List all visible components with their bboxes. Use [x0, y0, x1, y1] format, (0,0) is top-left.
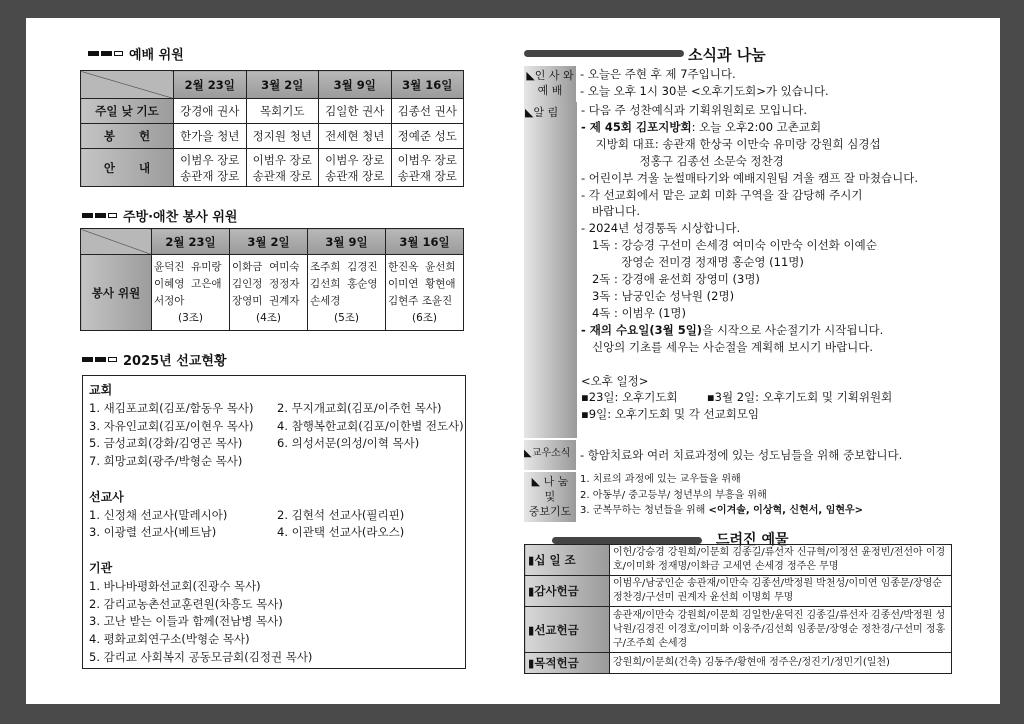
list-item: 7. 희망교회(광주/박형순 목사): [89, 454, 243, 469]
announce-item: - 어린이부 겨울 눈썰매타기와 예배지원팀 겨울 캠프 잘 마쳤습니다.: [581, 170, 918, 185]
list-item: 4. 평화교회연구소(박형순 목사): [89, 632, 250, 647]
announce-item: ▪9일: 오후기도회 및 각 선교회모임: [581, 407, 760, 422]
table-cell: 김종선 권사: [391, 99, 464, 124]
offering-label: ▮십 일 조: [525, 545, 610, 576]
announce-item: [581, 356, 918, 373]
list-item: 1. 바나바평화선교회(진광수 목사): [89, 578, 261, 593]
table-cell: 강경애 권사: [174, 99, 247, 124]
table-cell: 이화금 여미숙 김인정 정정자 장영미 권계자 (4조): [230, 255, 308, 331]
kitchen-heading: [82, 206, 237, 225]
announce-item: - 재의 수요일(3월 5일)을 시작으로 사순절기가 시작됩니다.: [581, 322, 884, 337]
mission-title: 2025년 선교현황: [123, 354, 227, 369]
worship-heading: [88, 44, 184, 63]
date-header: 3월 16일: [386, 229, 464, 255]
date-header: 2월 23일: [152, 229, 230, 255]
announce-item: 정홍구 김종선 소문숙 정찬경: [581, 153, 784, 168]
offering-label: ▮감사헌금: [525, 576, 610, 607]
greeting-label: ◣인 사 와 예 배: [524, 66, 576, 102]
mission-box: [82, 375, 466, 669]
table-cell: 전세현 청년: [319, 124, 392, 149]
worship-table: [80, 70, 464, 187]
patients-row: [524, 438, 974, 472]
section-marker-icon: [82, 357, 117, 362]
diagonal-cell: [81, 71, 174, 99]
patients-label: ◣교우소식: [524, 440, 576, 470]
offering-names: 송관재/이만숙 강원희/이문희 김일한/윤덕진 김종길/류선자 김종선/박정원 성낙원/김경진 이경호/이미화 이웅주/김선희 임종문/장영순 정찬경/구선미 정홍구/조주희 손세경: [610, 607, 952, 653]
list-item: 2. 감리교농촌선교훈련원(차흥도 목사): [89, 596, 283, 611]
list-item: 5. 감리교 사회복지 공동모금회(김정권 목사): [89, 649, 313, 664]
table-cell: 목회기도: [246, 99, 319, 124]
missionaries-heading: 선교사: [89, 489, 124, 504]
offering-names: 이범우/남궁인순 송관재/이만숙 김종선/박정원 박천성/이미연 임종문/장영순 정찬경/구선미 권계자 윤선희 이명희 무명: [610, 576, 952, 607]
news-title-bar: [524, 50, 684, 57]
kitchen-title: 주방·애찬 봉사 위원: [123, 210, 238, 225]
greeting-text: - 오늘은 주현 후 제 7주입니다. - 오늘 오후 1시 30분 <오후기도회>가 있습니다.: [580, 67, 829, 98]
date-header: 3월 2일: [230, 229, 308, 255]
date-header: 3월 16일: [391, 71, 464, 99]
bulletin-page: [26, 18, 1000, 704]
table-cell: 한진옥 윤선희 이미연 황현애 김현주 조윤진 (6조): [386, 255, 464, 331]
table-cell: 이범우 장로 송관재 장로: [391, 149, 464, 187]
announce-item: 1독 : 강승경 구선미 손세경 여미숙 이만숙 이선화 이예순: [581, 238, 877, 253]
announce-item: - 2024년 성경통독 시상합니다.: [581, 221, 741, 236]
list-item: 3. 고난 받는 이들과 함께(전남병 목사): [89, 614, 283, 629]
list-item: 1. 새김포교회(김포/함동우 목사) 2. 무지개교회(김포/이주헌 목사): [89, 400, 442, 415]
table-cell: 한가을 청년: [174, 124, 247, 149]
worship-title: 예배 위원: [129, 48, 184, 63]
offerings-title-bar: [552, 537, 702, 544]
section-marker-icon: [82, 213, 117, 218]
announce-item: 신앙의 기초를 세우는 사순절을 계획해 보시기 바랍니다.: [581, 339, 874, 354]
offering-label: ▮선교헌금: [525, 607, 610, 653]
table-cell: 이범우 장로 송관재 장로: [246, 149, 319, 187]
list-item: 3. 자유인교회(김포/이현우 목사) 4. 참행복한교회(김포/이한별 전도사): [89, 418, 464, 433]
date-header: 3월 2일: [246, 71, 319, 99]
offering-names: 강원희/이문희(건축) 김동주/황현애 정주은/정진기/정민기(일천): [610, 653, 952, 674]
row-label: 안 내: [81, 149, 174, 187]
announce-list: [577, 102, 918, 438]
table-cell: 이범우 장로 송관재 장로: [319, 149, 392, 187]
section-marker-icon: [88, 51, 123, 56]
prayer-label: ◣ 나 눔 및 중보기도: [524, 472, 576, 522]
row-label: 주일 낮 기도: [81, 99, 174, 124]
greeting-row: [524, 66, 974, 102]
row-label: 봉 헌: [81, 124, 174, 149]
orgs-heading: 기관: [89, 560, 113, 575]
date-header: 3월 9일: [308, 229, 386, 255]
announce-item: - 제 45회 김포지방회: 오늘 오후2:00 고촌교회: [581, 119, 822, 134]
prayer-text: 1. 치료의 과정에 있는 교우들을 위해 2. 아동부/ 중고등부/ 청년부의 부흥을 위해 3. 군복무하는 청년들을 위해 <이겨솔, 이상혁, 신현서, 임현우>: [580, 474, 864, 516]
announce-item: - 다음 주 성찬예식과 기획위원회로 모입니다.: [581, 103, 808, 117]
date-header: 2월 23일: [174, 71, 247, 99]
announce-row: [524, 102, 974, 438]
prayer-row: [524, 472, 974, 522]
patients-text: - 항암치료와 여러 치료과정에 있는 성도님들을 위해 중보합니다.: [580, 447, 903, 462]
offering-label: ▮목적헌금: [525, 653, 610, 674]
list-item: 5. 금성교회(강화/김영곤 목사) 6. 의성서문(의성/이혁 목사): [89, 436, 420, 451]
news-section: [524, 66, 974, 522]
offerings-table: [524, 544, 952, 674]
table-cell: 조주희 김경진 김선희 홍순영 손세경 (5조): [308, 255, 386, 331]
announce-label: ◣알 림: [524, 102, 577, 438]
date-header: 3월 9일: [319, 71, 392, 99]
announce-item: <오후 일정>: [581, 373, 649, 388]
announce-item: 지방회 대표: 송관재 한상국 이만숙 유미랑 강원희 심경섭: [581, 136, 881, 151]
news-title: 소식과 나눔: [688, 46, 766, 64]
announce-item: 바랍니다.: [581, 204, 641, 219]
table-cell: 정지원 청년: [246, 124, 319, 149]
announce-item: ▪23일: 오후기도회 ▪3월 2일: 오후기도회 및 기획위원회: [581, 390, 893, 405]
list-item: 3. 이광렬 선교사(베트남) 4. 이관택 선교사(라오스): [89, 525, 405, 540]
kitchen-table: [80, 228, 464, 331]
diagonal-cell: [81, 229, 152, 255]
mission-heading: [82, 350, 227, 369]
announce-item: - 각 선교회에서 맡은 교회 미화 구역을 잘 감당해 주시기: [581, 187, 863, 202]
table-cell: 정예준 성도: [391, 124, 464, 149]
churches-heading: 교회: [89, 383, 113, 397]
table-cell: 윤덕진 유미랑 이혜영 고은애 서정아 (3조): [152, 255, 230, 331]
list-item: 1. 신정채 선교사(말레시아) 2. 김현석 선교사(필리핀): [89, 507, 405, 522]
table-cell: 김일한 권사: [319, 99, 392, 124]
table-cell: 이범우 장로 송관재 장로: [174, 149, 247, 187]
offering-names: 이헌/강승경 강원희/이문희 김종길/류선자 신규혁/이정선 윤정빈/전선아 이경호/이미화 정재명/이화금 고세연 손세경 정주은 무명: [610, 545, 952, 576]
announce-item: 3독 : 남궁인순 성낙원 (2명): [581, 288, 735, 303]
announce-item: 2독 : 강경애 윤선희 장영미 (3명): [581, 272, 760, 287]
announce-item: 장영순 전미경 정재명 홍순영 (11명): [581, 255, 804, 270]
announce-item: 4독 : 이범우 (1명): [581, 305, 686, 320]
row-label: 봉사 위원: [81, 255, 152, 331]
offerings-title: 드려진 예물: [716, 532, 789, 548]
